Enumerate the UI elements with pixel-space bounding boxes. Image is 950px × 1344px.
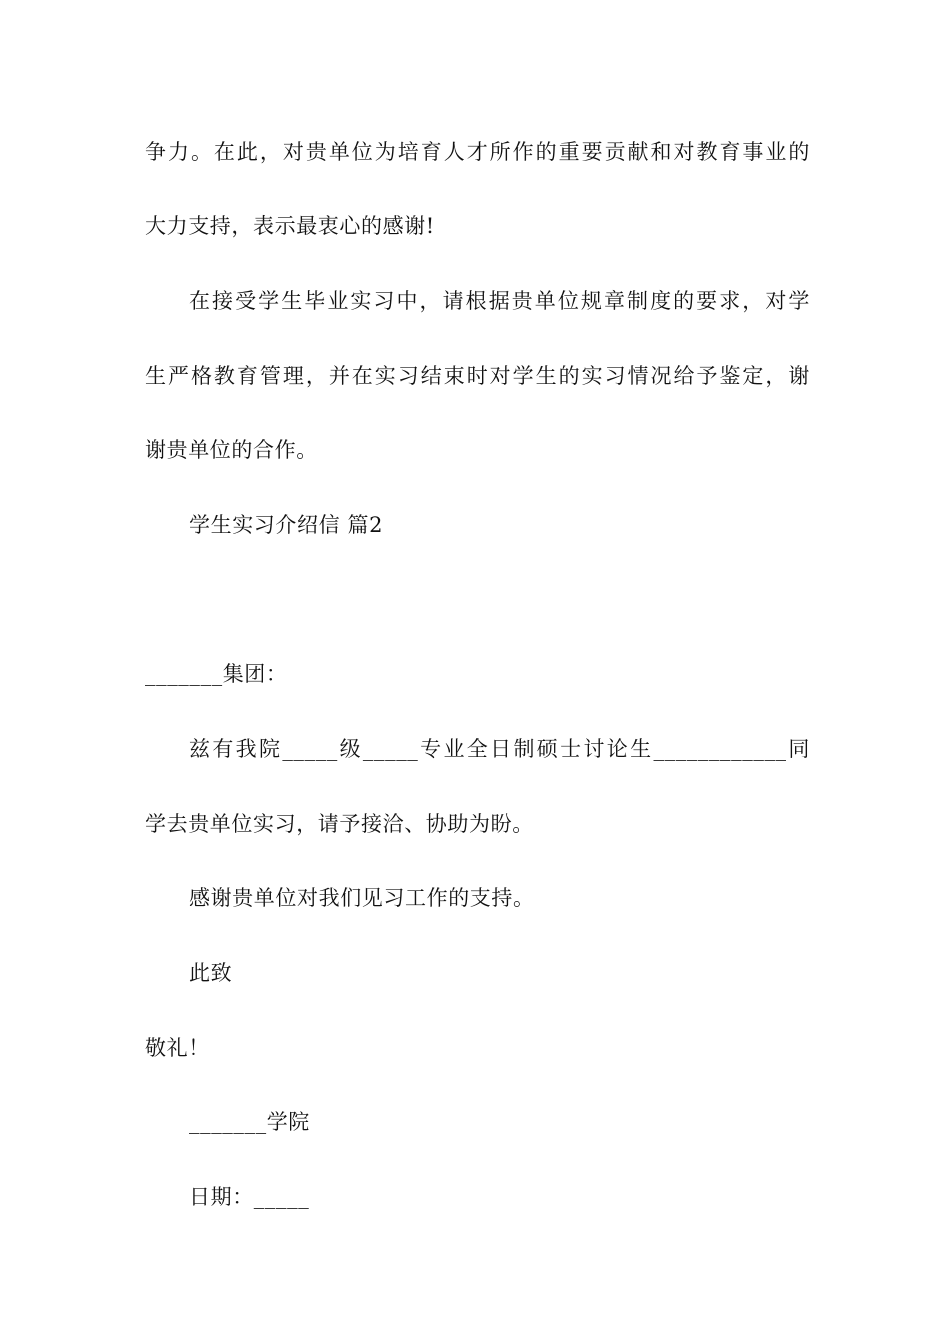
paragraph-line: 在接受学生毕业实习中，请根据贵单位规章制度的要求，对学: [189, 289, 810, 313]
paragraph-line: 生严格教育管理，并在实习结束时对学生的实习情况给予鉴定，谢: [145, 364, 810, 388]
salutation: _______集团：: [145, 662, 288, 686]
closing-line: 此致: [189, 961, 233, 985]
paragraph-line: 学去贵单位实习，请予接洽、协助为盼。: [145, 812, 534, 836]
section-heading: 学生实习介绍信 篇2: [189, 513, 384, 537]
paragraph-line: 争力。在此，对贵单位为培育人才所作的重要贡献和对教育事业的: [145, 140, 810, 164]
paragraph-line: 谢贵单位的合作。: [145, 438, 318, 462]
closing-regards: 敬礼！: [145, 1036, 210, 1060]
date-line: 日期：_____: [189, 1185, 310, 1209]
paragraph-line: 兹有我院_____级_____专业全日制硕士讨论生____________同: [189, 737, 810, 761]
paragraph-line: 大力支持，表示最衷心的感谢!: [145, 214, 435, 238]
signature-college: _______学院: [189, 1110, 310, 1134]
paragraph-line: 感谢贵单位对我们见习工作的支持。: [189, 886, 535, 910]
